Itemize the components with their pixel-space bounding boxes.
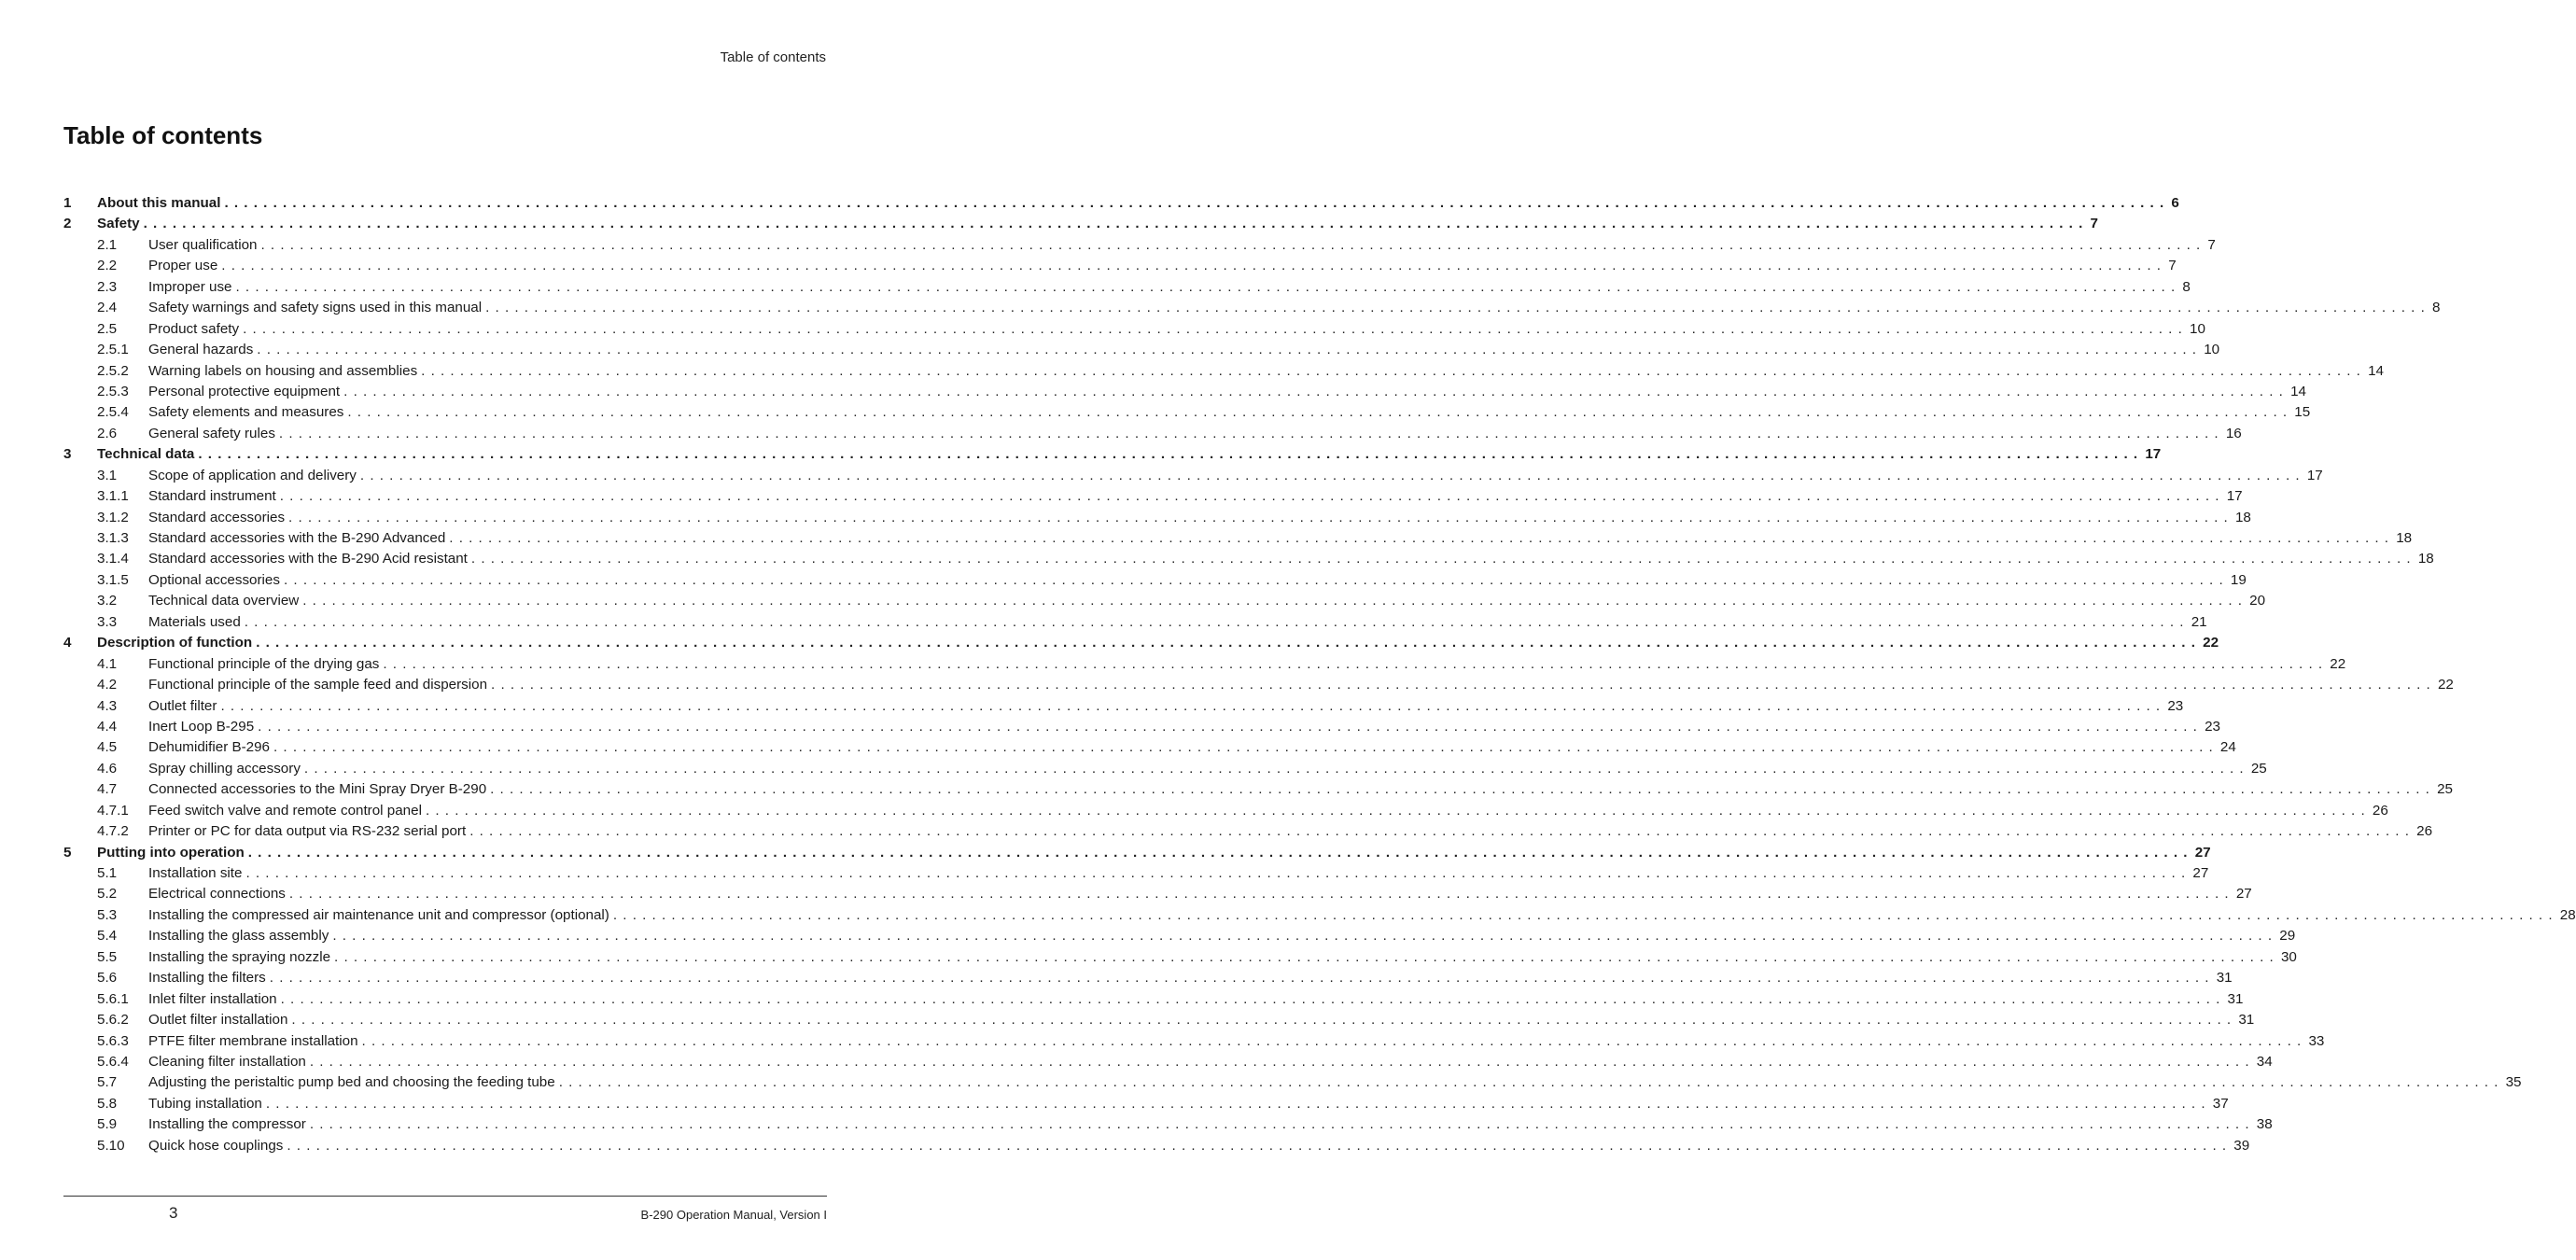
toc-entry-number: 3.1.3 [97,530,129,546]
toc-dot-leader: ........................................................................................................................................................................................................ [224,195,2170,211]
toc-dot-leader: ........................................................................................................................................................................................................ [279,488,2225,505]
toc-entry-page: 22 [2203,635,2219,651]
toc-dot-leader: ........................................................................................................................................................................................................ [288,886,2234,903]
toc-entry-title: Outlet filter installation [148,1012,288,1029]
toc-entry-title: Safety elements and measures [148,404,344,421]
toc-entry-page: 20 [2249,593,2266,609]
toc-entry-page: 27 [2235,886,2252,903]
toc-section-row[interactable] [63,947,2297,968]
toc-dot-leader: ........................................................................................................................................................................................................ [309,1116,2255,1133]
toc-chapter-row[interactable] [63,444,2162,465]
toc-dot-leader: ........................................................................................................................................................................................................ [490,781,2436,798]
toc-entry-page: 18 [2396,530,2413,546]
toc-entry-number: 2.5.4 [97,404,129,421]
toc-entry-number: 5.10 [97,1137,125,1154]
toc-section-row[interactable] [63,779,2453,800]
toc-dot-leader: ........................................................................................................................................................................................................ [302,593,2248,609]
toc-entry-number: 3.1.4 [97,551,129,567]
toc-entry-number: 2 [63,216,72,232]
toc-dot-leader: ........................................................................................................................................................................................................ [273,739,2219,756]
toc-dot-leader: ........................................................................................................................................................................................................ [291,1012,2237,1029]
toc-entry-title: Inert Loop B-295 [148,718,255,735]
toc-entry-number: 2.5.2 [97,362,129,379]
toc-dot-leader: ........................................................................................................................................................................................................ [247,844,2193,861]
toc-entry-number: 5.1 [97,865,118,881]
toc-entry-page: 23 [2167,697,2184,714]
toc-entry-page: 15 [2294,404,2311,421]
toc-section-row[interactable] [63,863,2209,884]
toc-chapter-row[interactable] [63,633,2219,653]
toc-section-row[interactable] [63,654,2346,675]
toc-entry-number: 4.1 [97,655,118,672]
toc-dot-leader: ........................................................................................................................................................................................................ [258,718,2204,735]
toc-section-row[interactable] [63,570,2247,591]
toc-entry-title: Installing the filters [148,970,266,987]
toc-entry-number: 3.1.1 [97,488,129,505]
toc-section-row[interactable] [63,486,2243,507]
toc-entry-number: 5.5 [97,948,118,965]
toc-dot-leader: ........................................................................................................................................................................................................ [449,530,2395,546]
toc-entry-number: 5.8 [97,1095,118,1112]
toc-entry-page: 18 [2234,509,2251,525]
toc-entry-title: Proper use [148,258,218,274]
toc-dot-leader: ........................................................................................................................................................................................................ [269,970,2215,987]
toc-dot-leader: ........................................................................................................................................................................................................ [220,697,2166,714]
toc-entry-number: 3.1.2 [97,509,129,525]
toc-entry-title: Warning labels on housing and assemblies [148,362,418,379]
toc-entry-number: 5.6 [97,970,118,987]
page-number: 3 [169,1204,178,1222]
toc-section-row[interactable] [63,319,2205,340]
toc-entry-page: 25 [2250,760,2267,777]
toc-entry-title: Adjusting the peristaltic pump bed and choosing the feeding tube [148,1074,555,1091]
toc-entry-title: Optional accessories [148,571,280,588]
toc-section-row[interactable] [63,402,2311,423]
toc-section-row[interactable] [63,968,2233,988]
toc-entry-page: 34 [2256,1053,2273,1070]
toc-entry-number: 1 [63,195,72,211]
toc-chapter-row[interactable] [63,214,2098,234]
toc-section-row[interactable] [63,549,2434,569]
toc-dot-leader: ........................................................................................................................................................................................................ [235,278,2181,295]
toc-section-row[interactable] [63,759,2267,779]
toc-section-row[interactable] [63,926,2296,946]
toc-entry-number: 4.7 [97,781,118,798]
toc-entry-title: Installing the spraying nozzle [148,948,331,965]
toc-entry-number: 2.2 [97,258,118,274]
toc-entry-page: 8 [2182,278,2191,295]
toc-entry-page: 22 [2437,677,2454,693]
toc-entry-title: Safety warnings and safety signs used in this manual [148,300,483,316]
toc-entry-title: Inlet filter installation [148,990,277,1007]
toc-entry-number: 2.6 [97,425,118,441]
toc-entry-title: Safety [97,216,140,232]
toc-entry-number: 5.7 [97,1074,118,1091]
toc-entry-title: Technical data overview [148,593,300,609]
toc-entry-title: Description of function [97,635,253,651]
toc-section-row[interactable] [63,675,2454,695]
toc-entry-title: Outlet filter [148,697,217,714]
toc-entry-title: Functional principle of the sample feed and dispersion [148,677,488,693]
toc-entry-page: 14 [2290,383,2306,399]
toc-section-row[interactable] [63,1094,2229,1114]
toc-dot-leader: ........................................................................................................................................................................................................ [558,1074,2504,1091]
toc-entry-title: Connected accessories to the Mini Spray Dryer B-290 [148,781,487,798]
table-of-contents [63,193,2576,1156]
toc-dot-leader: ........................................................................................................................................................................................................ [303,760,2249,777]
toc-dot-leader: ........................................................................................................................................................................................................ [288,509,2233,525]
toc-section-row[interactable] [63,235,2216,256]
toc-entry-title: About this manual [97,195,221,211]
toc-entry-number: 5.6.2 [97,1012,129,1029]
toc-entry-number: 5.6.4 [97,1053,129,1070]
toc-section-row[interactable] [63,696,2184,717]
toc-entry-number: 3.2 [97,593,118,609]
toc-entry-number: 2.5.3 [97,383,129,399]
toc-entry-page: 27 [2194,844,2211,861]
toc-entry-number: 4.6 [97,760,118,777]
toc-entry-title: Installation site [148,865,243,881]
toc-section-row[interactable] [63,612,2207,633]
toc-entry-page: 25 [2437,781,2453,798]
toc-section-row[interactable] [63,1136,2250,1156]
toc-entry-number: 2.1 [97,236,118,253]
toc-entry-title: Product safety [148,320,240,337]
toc-section-row[interactable] [63,591,2266,611]
toc-entry-title: Installing the glass assembly [148,928,329,945]
toc-entry-title: Standard accessories [148,509,286,525]
toc-section-row[interactable] [63,989,2244,1010]
toc-entry-page: 38 [2256,1116,2273,1133]
toc-entry-number: 5.2 [97,886,118,903]
toc-entry-number: 2.4 [97,300,118,316]
toc-section-row[interactable] [63,1114,2273,1135]
toc-entry-number: 5.3 [97,906,118,923]
toc-entry-page: 17 [2306,467,2323,483]
toc-section-row[interactable] [63,424,2242,444]
toc-dot-leader: ........................................................................................................................................................................................................ [260,236,2206,253]
toc-entry-title: Cleaning filter installation [148,1053,306,1070]
toc-entry-page: 8 [2432,300,2441,316]
toc-entry-number: 5.9 [97,1116,118,1133]
toc-section-row[interactable] [63,382,2306,402]
toc-entry-title: Feed switch valve and remote control panel [148,802,422,819]
toc-entry-page: 19 [2230,571,2247,588]
toc-entry-number: 2.5.1 [97,342,129,358]
toc-dot-leader: ........................................................................................................................................................................................................ [309,1053,2255,1070]
toc-entry-page: 7 [2168,258,2177,274]
toc-dot-leader: ........................................................................................................................................................................................................ [470,551,2416,567]
toc-entry-page: 31 [2238,1012,2255,1029]
toc-entry-page: 10 [2204,342,2220,358]
toc-entry-number: 2.5 [97,320,118,337]
toc-entry-page: 28 [2559,906,2576,923]
toc-section-row[interactable] [63,298,2441,318]
toc-entry-title: Installing the compressed air maintenance unit and compressor (optional) [148,906,609,923]
toc-entry-title: Materials used [148,613,241,630]
toc-dot-leader: ........................................................................................................................................................................................................ [421,362,2367,379]
toc-entry-number: 4.7.2 [97,823,129,840]
toc-section-row[interactable] [63,717,2220,737]
toc-entry-number: 4.2 [97,677,118,693]
toc-entry-number: 4.4 [97,718,118,735]
toc-dot-leader: ........................................................................................................................................................................................................ [256,635,2202,651]
toc-entry-title: Printer or PC for data output via RS-232 serial port [148,823,467,840]
toc-entry-page: 7 [2090,216,2098,232]
toc-dot-leader: ........................................................................................................................................................................................................ [332,928,2278,945]
toc-chapter-row[interactable] [63,843,2211,863]
toc-entry-number: 3 [63,446,72,463]
toc-entry-page: 22 [2330,655,2346,672]
toc-section-row[interactable] [63,256,2177,276]
toc-entry-title: General hazards [148,342,254,358]
toc-entry-page: 31 [2216,970,2233,987]
toc-entry-number: 3.1.5 [97,571,129,588]
toc-chapter-row[interactable] [63,193,2179,214]
toc-entry-title: General safety rules [148,425,275,441]
toc-entry-number: 3.3 [97,613,118,630]
toc-entry-number: 2.3 [97,278,118,295]
toc-entry-title: Standard accessories with the B-290 Acid resistant [148,551,468,567]
toc-entry-page: 23 [2205,718,2220,735]
footer-divider [63,1196,827,1197]
toc-section-row[interactable] [63,1010,2255,1030]
toc-section-row[interactable] [63,361,2384,382]
toc-entry-title: Personal protective equipment [148,383,341,399]
toc-entry-page: 26 [2372,802,2388,819]
toc-entry-page: 17 [2226,488,2243,505]
toc-dot-leader: ........................................................................................................................................................................................................ [343,383,2289,399]
toc-entry-page: 29 [2279,928,2296,945]
toc-dot-leader: ........................................................................................................................................................................................................ [469,823,2415,840]
toc-dot-leader: ........................................................................................................................................................................................................ [425,802,2371,819]
toc-dot-leader: ........................................................................................................................................................................................................ [143,216,2089,232]
toc-dot-leader: ........................................................................................................................................................................................................ [612,906,2558,923]
toc-entry-number: 4.3 [97,697,118,714]
toc-dot-leader: ........................................................................................................................................................................................................ [359,467,2305,483]
toc-entry-title: Installing the compressor [148,1116,306,1133]
toc-entry-title: PTFE filter membrane installation [148,1032,358,1049]
toc-dot-leader: ........................................................................................................................................................................................................ [347,404,2293,421]
footer-document-title: B-290 Operation Manual, Version I [640,1208,827,1222]
toc-dot-leader: ........................................................................................................................................................................................................ [244,613,2190,630]
toc-entry-page: 24 [2219,739,2236,756]
toc-entry-title: Spray chilling accessory [148,760,301,777]
toc-section-row[interactable] [63,528,2413,549]
toc-section-row[interactable] [63,277,2191,298]
toc-entry-title: Quick hose couplings [148,1137,284,1154]
toc-entry-number: 4.5 [97,739,118,756]
toc-entry-title: Technical data [97,446,195,463]
toc-section-row[interactable] [63,801,2388,821]
toc-entry-page: 21 [2191,613,2207,630]
toc-section-row[interactable] [63,905,2576,926]
toc-section-row[interactable] [63,1052,2273,1072]
toc-entry-title: Tubing installation [148,1095,262,1112]
toc-section-row[interactable] [63,884,2252,904]
toc-entry-number: 3.1 [97,467,118,483]
toc-entry-number: 5.6.1 [97,990,129,1007]
toc-entry-page: 27 [2192,865,2209,881]
toc-entry-title: Scope of application and delivery [148,467,357,483]
toc-section-row[interactable] [63,821,2433,842]
toc-entry-title: Functional principle of the drying gas [148,655,380,672]
toc-entry-page: 14 [2368,362,2384,379]
running-header: Table of contents [720,49,826,65]
toc-entry-number: 5.6.3 [97,1032,129,1049]
toc-section-row[interactable] [63,1072,2522,1093]
toc-entry-title: Standard accessories with the B-290 Advanced [148,530,446,546]
toc-dot-leader: ........................................................................................................................................................................................................ [485,300,2431,316]
toc-section-row[interactable] [63,1031,2325,1052]
toc-dot-leader: ........................................................................................................................................................................................................ [245,865,2191,881]
toc-dot-leader: ........................................................................................................................................................................................................ [280,990,2226,1007]
toc-entry-page: 31 [2227,990,2244,1007]
toc-section-row[interactable] [63,340,2220,360]
toc-section-row[interactable] [63,737,2236,758]
toc-entry-page: 17 [2145,446,2162,463]
toc-dot-leader: ........................................................................................................................................................................................................ [491,677,2436,693]
toc-section-row[interactable] [63,466,2323,486]
toc-entry-title: User qualification [148,236,258,253]
toc-entry-page: 35 [2505,1074,2522,1091]
toc-entry-page: 37 [2212,1095,2229,1112]
toc-dot-leader: ........................................................................................................................................................................................................ [243,320,2189,337]
toc-entry-page: 18 [2417,551,2434,567]
toc-dot-leader: ........................................................................................................................................................................................................ [287,1137,2233,1154]
toc-dot-leader: ........................................................................................................................................................................................................ [283,571,2229,588]
toc-entry-page: 39 [2233,1137,2250,1154]
toc-entry-page: 30 [2280,948,2297,965]
toc-entry-page: 7 [2207,236,2216,253]
toc-entry-title: Putting into operation [97,844,245,861]
toc-entry-page: 33 [2308,1032,2325,1049]
toc-entry-number: 4 [63,635,72,651]
toc-entry-number: 4.7.1 [97,802,129,819]
toc-entry-page: 10 [2190,320,2205,337]
toc-entry-number: 5 [63,844,72,861]
toc-entry-title: Improper use [148,278,232,295]
toc-entry-page: 26 [2416,823,2433,840]
page-title: Table of contents [63,121,263,149]
toc-entry-page: 16 [2225,425,2242,441]
toc-dot-leader: ........................................................................................................................................................................................................ [361,1032,2307,1049]
toc-dot-leader: ........................................................................................................................................................................................................ [198,446,2144,463]
toc-dot-leader: ........................................................................................................................................................................................................ [383,655,2329,672]
toc-dot-leader: ........................................................................................................................................................................................................ [257,342,2203,358]
toc-entry-page: 6 [2171,195,2179,211]
toc-entry-number: 5.4 [97,928,118,945]
toc-section-row[interactable] [63,508,2251,528]
toc-dot-leader: ........................................................................................................................................................................................................ [221,258,2167,274]
toc-dot-leader: ........................................................................................................................................................................................................ [265,1095,2211,1112]
toc-entry-title: Dehumidifier B-296 [148,739,270,756]
toc-dot-leader: ........................................................................................................................................................................................................ [278,425,2224,441]
toc-entry-title: Standard instrument [148,488,276,505]
toc-entry-title: Electrical connections [148,886,286,903]
toc-dot-leader: ........................................................................................................................................................................................................ [334,948,2279,965]
